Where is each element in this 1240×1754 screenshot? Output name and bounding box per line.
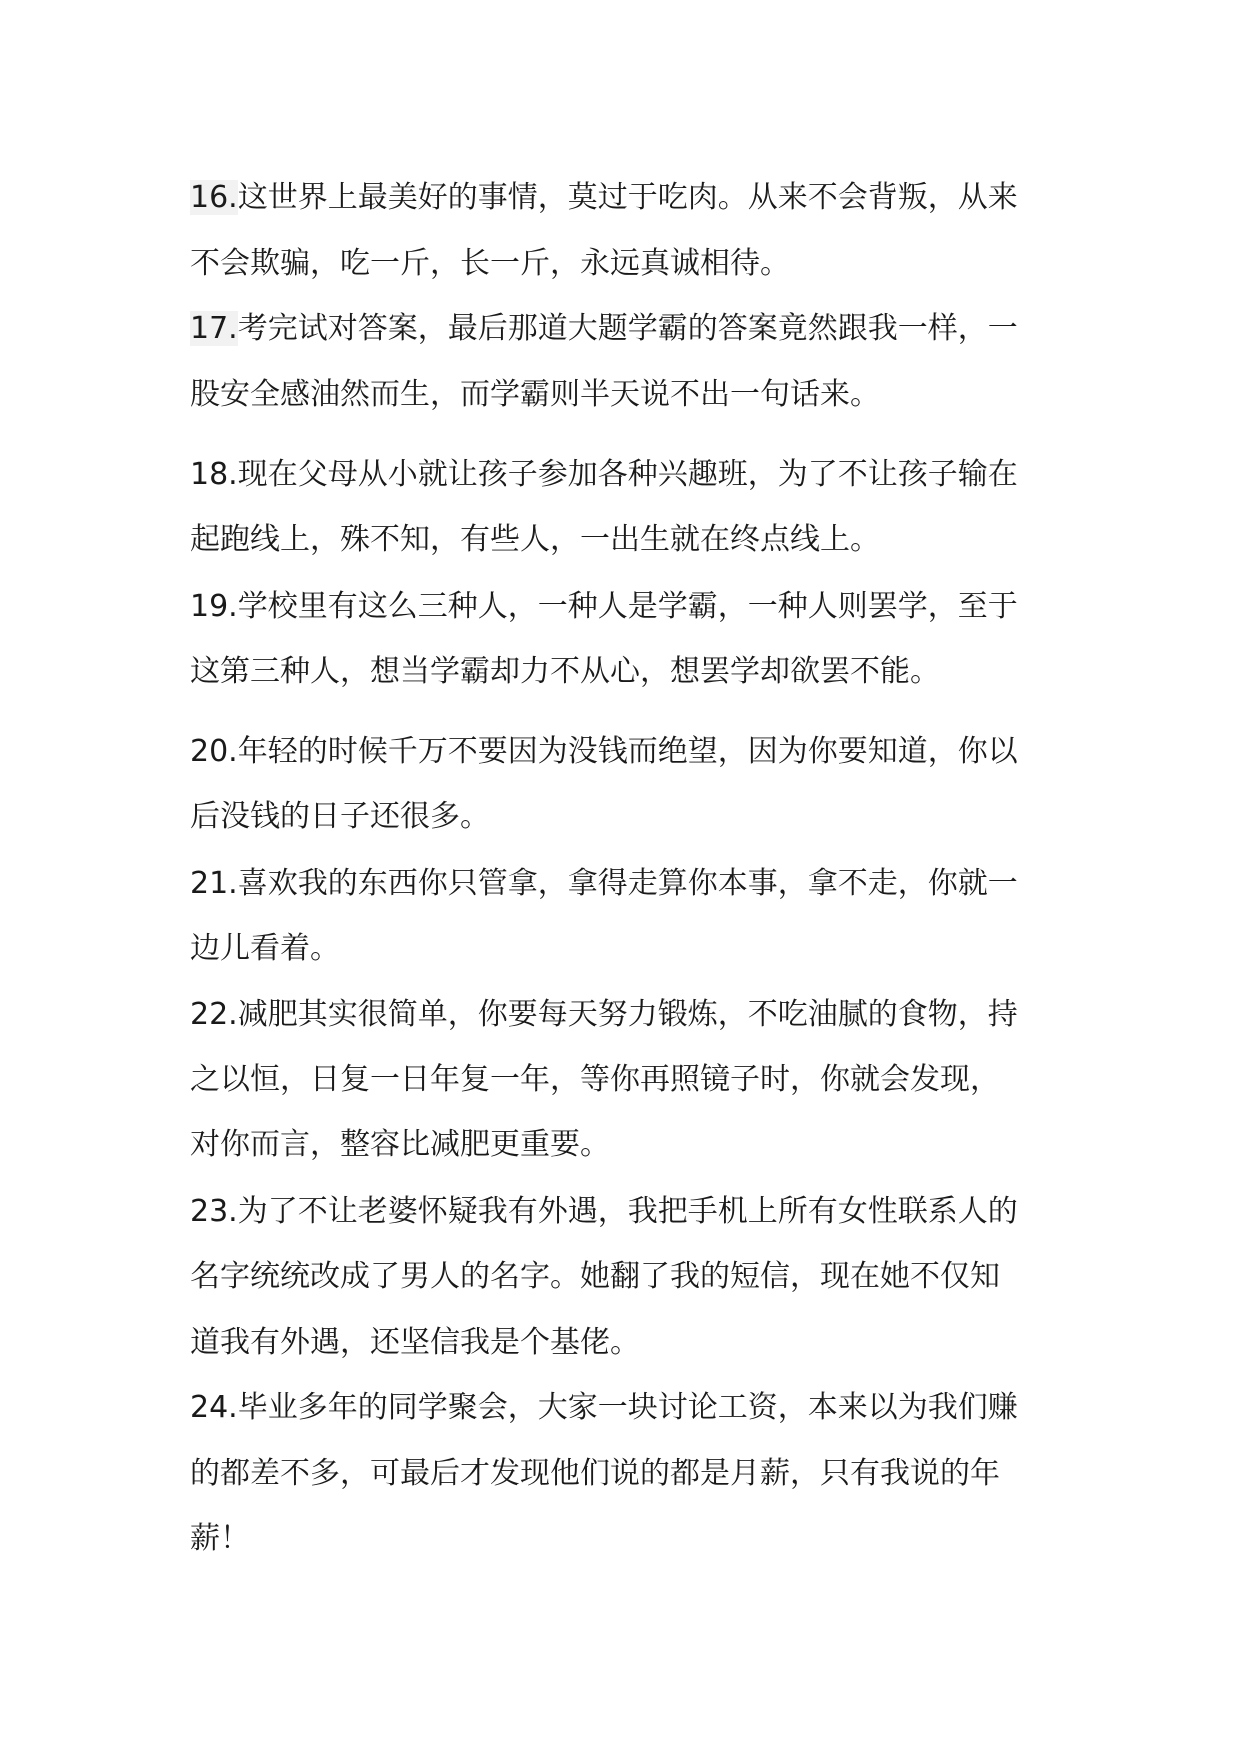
item-number: 24.	[190, 1390, 238, 1425]
text-line	[190, 178, 1018, 218]
item-number: 19.	[190, 589, 238, 624]
item-number: 18.	[190, 457, 238, 492]
text-line: 不会欺骗，吃一斤，长一斤，永远真诚相待。	[190, 246, 790, 281]
line-text: 为了不让老婆怀疑我有外遇，我把手机上所有女性联系人的	[237, 1194, 1018, 1229]
text-line	[190, 732, 1018, 772]
text-line: 对你而言，整容比减肥更重要。	[190, 1127, 610, 1162]
item-number: 21.	[190, 866, 238, 901]
text-line: 边儿看着。	[190, 931, 340, 966]
text-line	[190, 309, 1018, 349]
line-text: 毕业多年的同学聚会，大家一块讨论工资，本来以为我们赚	[237, 1390, 1018, 1425]
item-number: 16.	[190, 180, 238, 215]
text-line	[190, 1388, 1018, 1428]
item-number: 23.	[190, 1194, 238, 1229]
item-number: 20.	[190, 734, 238, 769]
text-line: 的都差不多，可最后才发现他们说的都是月薪，只有我说的年	[190, 1456, 1000, 1491]
text-line	[190, 995, 1018, 1035]
text-line	[190, 864, 1018, 904]
text-line: 后没钱的日子还很多。	[190, 799, 490, 834]
line-text: 现在父母从小就让孩子参加各种兴趣班，为了不让孩子输在	[237, 457, 1018, 492]
item-number: 17.	[190, 311, 238, 346]
text-line: 股安全感油然而生，而学霸则半天说不出一句话来。	[190, 377, 880, 412]
line-text: 减肥其实很简单，你要每天努力锻炼，不吃油腻的食物，持	[237, 997, 1018, 1032]
line-text: 年轻的时候千万不要因为没钱而绝望，因为你要知道，你以	[237, 734, 1018, 769]
text-line: 这第三种人，想当学霸却力不从心，想罢学却欲罢不能。	[190, 654, 940, 689]
text-line: 薪！	[190, 1521, 250, 1556]
text-line	[190, 1192, 1018, 1232]
text-line: 之以恒，日复一日年复一年，等你再照镜子时，你就会发现，	[190, 1062, 1000, 1097]
line-text: 这世界上最美好的事情，莫过于吃肉。从来不会背叛，从来	[237, 180, 1018, 215]
text-line: 名字统统改成了男人的名字。她翻了我的短信，现在她不仅知	[190, 1259, 1000, 1294]
text-line: 起跑线上，殊不知，有些人，一出生就在终点线上。	[190, 522, 880, 557]
item-number: 22.	[190, 997, 238, 1032]
text-line	[190, 455, 1018, 495]
line-text: 学校里有这么三种人，一种人是学霸，一种人则罢学，至于	[237, 589, 1018, 624]
line-text: 考完试对答案，最后那道大题学霸的答案竟然跟我一样，一	[237, 311, 1018, 346]
line-text: 喜欢我的东西你只管拿，拿得走算你本事，拿不走，你就一	[237, 866, 1018, 901]
text-line: 道我有外遇，还坚信我是个基佬。	[190, 1325, 640, 1360]
text-line	[190, 587, 1018, 627]
